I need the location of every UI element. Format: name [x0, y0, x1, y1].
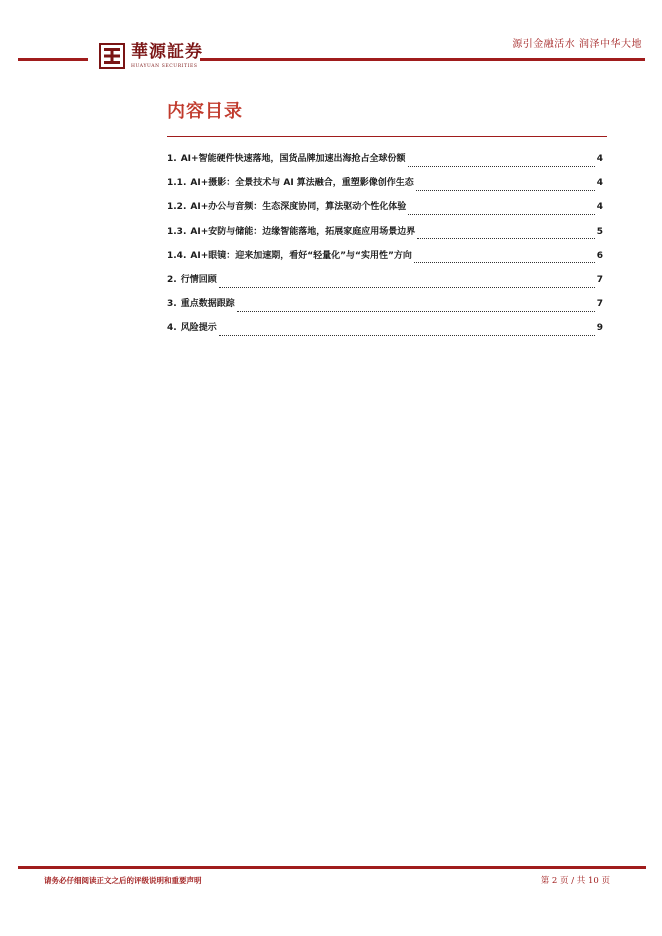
toc-entry[interactable]: [167, 296, 603, 320]
toc-leader-dots: [237, 311, 595, 312]
toc-entry-title: AI+办公与音频：生态深度协同，算法驱动个性化体验: [190, 202, 407, 213]
toc-entry-title: 重点数据跟踪: [180, 299, 235, 310]
toc-leader-dots: [408, 214, 595, 215]
toc-entry[interactable]: [167, 175, 603, 199]
toc-entry-title: 风险提示: [180, 323, 217, 334]
toc-entry-page: 4: [596, 178, 603, 189]
header-rule-right: [200, 58, 645, 61]
toc-title: 内容目录: [167, 101, 243, 122]
toc-entry-number: 1.4.: [167, 250, 187, 261]
toc-entry-number: 1.3.: [167, 226, 187, 237]
toc-entry[interactable]: [167, 248, 603, 272]
toc-entry-title: AI+安防与储能：边缘智能落地，拓展家庭应用场景边界: [190, 226, 416, 237]
toc-entry-number: 4.: [167, 323, 177, 334]
toc-entry-title: 行情回顾: [180, 274, 217, 285]
footer-page-info: 第 2 页 / 共 10 页: [540, 876, 610, 886]
toc-entry-page: 4: [596, 202, 603, 213]
toc-entry-number: 1.1.: [167, 178, 187, 189]
toc-entry-page: 7: [596, 299, 603, 310]
toc-entry[interactable]: [167, 272, 603, 296]
toc-entry[interactable]: [167, 151, 603, 175]
toc-entry-number: 2.: [167, 274, 177, 285]
toc-leader-dots: [219, 335, 595, 336]
toc-entry-title: AI+摄影：全景技术与 AI 算法融合，重塑影像创作生态: [190, 178, 414, 189]
toc-entry[interactable]: [167, 224, 603, 248]
toc-entry-page: 4: [596, 154, 603, 164]
toc-entry-number: 1.: [167, 154, 177, 164]
header-rule-left: [18, 58, 88, 61]
brand-name: 華源証券: [131, 42, 203, 62]
brand-logo-icon: [99, 43, 125, 69]
toc-list: [167, 151, 603, 345]
header-slogan: 源引金融活水 润泽中华大地: [512, 39, 642, 50]
footer-disclaimer: 请务必仔细阅读正文之后的评级说明和重要声明: [44, 876, 202, 885]
toc-title-rule: [167, 136, 607, 137]
toc-leader-dots: [219, 287, 595, 288]
toc-entry-number: 3.: [167, 299, 177, 310]
toc-entry-number: 1.2.: [167, 202, 187, 213]
toc-entry[interactable]: [167, 320, 603, 344]
footer-rule: [18, 866, 646, 869]
toc-leader-dots: [416, 190, 595, 191]
toc-leader-dots: [414, 262, 595, 263]
toc-entry-page: 9: [596, 323, 603, 334]
toc-entry-page: 7: [596, 274, 603, 285]
brand-name-en: HUAYUAN SECURITIES: [131, 64, 198, 69]
toc-leader-dots: [417, 238, 595, 239]
toc-leader-dots: [408, 166, 595, 167]
toc-entry-title: AI+眼镜：迎来加速期，看好“轻量化”与“实用性”方向: [190, 250, 412, 261]
toc-entry-page: 6: [596, 250, 603, 261]
toc-entry-page: 5: [596, 226, 603, 237]
toc-entry-title: AI+智能硬件快速落地，国货品牌加速出海抢占全球份额: [180, 154, 406, 164]
toc-entry[interactable]: [167, 199, 603, 223]
